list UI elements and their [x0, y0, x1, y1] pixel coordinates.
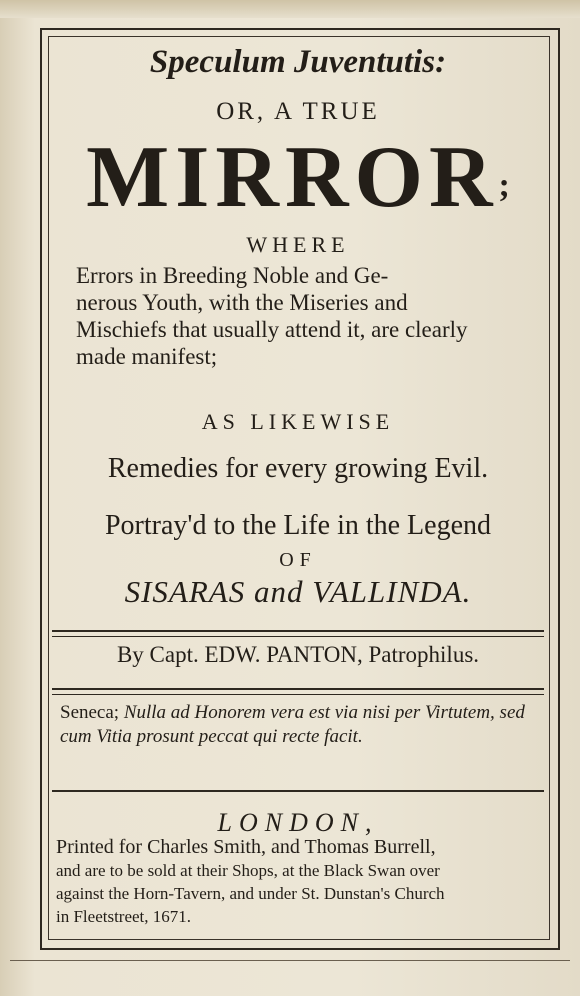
page-top-edge	[0, 0, 580, 18]
description-line: nerous Youth, with the Miseries and	[76, 290, 408, 315]
as-likewise-heading: AS LIKEWISE	[201, 409, 395, 434]
portrayd-line: Portray'd to the Life in the Legend	[104, 510, 492, 541]
imprint-place: LONDON,	[217, 808, 379, 837]
motto-text: Nulla ad Honorem vera est via nisi per Virtutem, sed cum Vitia prosunt peccat qui recte facit.	[60, 702, 525, 747]
description-line: made manifest;	[76, 344, 218, 369]
imprint-line: in Fleetstreet, 1671.	[56, 907, 192, 926]
main-title-punct: ;	[498, 166, 510, 204]
imprint	[56, 836, 526, 928]
divider	[52, 688, 544, 690]
description-line: Mischiefs that usually attend it, are clearly	[76, 317, 468, 342]
where-heading: WHERE	[246, 232, 350, 257]
divider	[52, 636, 544, 637]
motto	[60, 701, 530, 749]
legend-names: SISARAS and VALLINDA.	[124, 574, 472, 609]
byline: By Capt. EDW. PANTON, Patrophilus.	[116, 642, 480, 667]
divider	[52, 694, 544, 695]
description-paragraph	[76, 262, 536, 370]
title-latin: Speculum Juventutis:	[149, 44, 447, 80]
subtitle: OR, A TRUE	[216, 98, 380, 125]
imprint-line: Printed for Charles Smith, and Thomas Burrell,	[56, 836, 436, 858]
of-line: OF	[279, 549, 317, 571]
main-title-word: MIRROR	[86, 129, 499, 226]
divider	[52, 790, 544, 792]
imprint-line: and are to be sold at their Shops, at the Black Swan over	[56, 861, 440, 880]
divider	[52, 630, 544, 632]
imprint-line: against the Horn-Tavern, and under St. Dunstan's Church	[56, 884, 445, 903]
remedies-line: Remedies for every growing Evil.	[107, 453, 489, 484]
motto-author: Seneca;	[60, 702, 120, 723]
main-title	[52, 126, 544, 238]
bottom-rule	[10, 960, 570, 961]
description-line: Errors in Breeding Noble and Ge-	[76, 263, 389, 288]
